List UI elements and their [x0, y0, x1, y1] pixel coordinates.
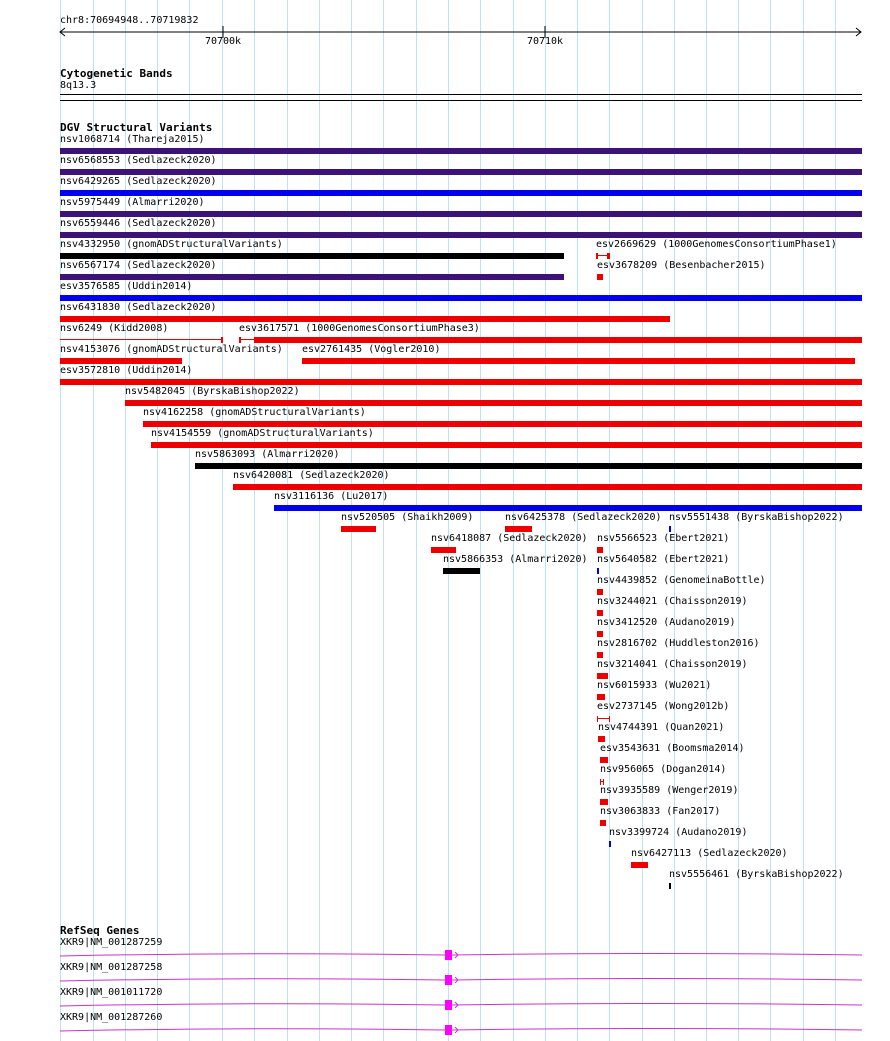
- ruler-axis[interactable]: [0, 0, 890, 50]
- sv-bar[interactable]: [60, 379, 862, 385]
- ruler-tick-label: 70700k: [204, 36, 242, 47]
- sv-bar[interactable]: [239, 337, 862, 343]
- sv-bar[interactable]: [195, 463, 862, 469]
- gene-intron-line: [60, 954, 862, 957]
- refseq-title: RefSeq Genes: [60, 924, 140, 937]
- sv-bar[interactable]: [60, 148, 862, 154]
- sv-label[interactable]: esv3678209 (Besenbacher2015): [597, 260, 766, 271]
- gene-label[interactable]: XKR9|NM_001287259: [60, 937, 163, 948]
- sv-bar[interactable]: [60, 253, 564, 259]
- sv-bar[interactable]: [151, 442, 862, 448]
- sv-bar-block: [596, 253, 598, 259]
- sv-bar[interactable]: [302, 358, 855, 364]
- sv-bar[interactable]: [505, 526, 532, 532]
- sv-label[interactable]: nsv3412520 (Audano2019): [597, 617, 736, 628]
- sv-bar[interactable]: [597, 547, 603, 553]
- sv-label[interactable]: nsv956065 (Dogan2014): [600, 764, 727, 775]
- ruler-location: chr8:70694948..70719832: [60, 15, 199, 26]
- sv-label[interactable]: nsv6418087 (Sedlazeck2020): [431, 533, 588, 544]
- sv-label[interactable]: nsv6567174 (Sedlazeck2020): [60, 260, 217, 271]
- grid-line: [254, 0, 255, 1041]
- sv-label[interactable]: nsv4153076 (gnomADStructuralVariants): [60, 344, 283, 355]
- sv-label[interactable]: esv3543631 (Boomsma2014): [600, 743, 745, 754]
- ruler-tick-label: 70710k: [526, 36, 564, 47]
- sv-label[interactable]: nsv4162258 (gnomADStructuralVariants): [143, 407, 366, 418]
- gene-intron-line: [60, 1029, 862, 1032]
- sv-bar[interactable]: [597, 610, 603, 616]
- sv-label[interactable]: esv2669629 (1000GenomesConsortiumPhase1): [596, 239, 837, 250]
- gene-model[interactable]: [0, 998, 890, 1012]
- sv-bar[interactable]: [598, 736, 605, 742]
- sv-bar[interactable]: [233, 484, 862, 490]
- sv-bar-mid: [598, 718, 609, 719]
- sv-bar[interactable]: [60, 190, 862, 196]
- sv-bar[interactable]: [143, 421, 862, 427]
- sv-bar[interactable]: [600, 799, 608, 805]
- gene-model[interactable]: [0, 973, 890, 987]
- sv-label[interactable]: nsv3244021 (Chaisson2019): [597, 596, 748, 607]
- sv-label[interactable]: nsv3935589 (Wenger2019): [600, 785, 739, 796]
- cytoband-bar-bottom: [60, 100, 862, 101]
- sv-bar[interactable]: [600, 757, 608, 763]
- gene-label[interactable]: XKR9|NM_001287258: [60, 962, 163, 973]
- sv-label[interactable]: nsv5482045 (ByrskaBishop2022): [125, 386, 300, 397]
- sv-label[interactable]: nsv5566523 (Ebert2021): [597, 533, 730, 544]
- sv-bar[interactable]: [60, 211, 862, 217]
- sv-label[interactable]: nsv6425378 (Sedlazeck2020): [505, 512, 662, 523]
- sv-bar[interactable]: [60, 358, 182, 364]
- grid-line: [287, 0, 288, 1041]
- sv-label[interactable]: nsv5866353 (Almarri2020): [443, 554, 588, 565]
- sv-label[interactable]: nsv6559446 (Sedlazeck2020): [60, 218, 217, 229]
- sv-bar[interactable]: [597, 274, 603, 280]
- sv-bar[interactable]: [600, 820, 606, 826]
- sv-label[interactable]: nsv5556461 (ByrskaBishop2022): [669, 869, 844, 880]
- sv-label[interactable]: esv3572810 (Uddin2014): [60, 365, 193, 376]
- sv-bar[interactable]: [60, 169, 862, 175]
- sv-label[interactable]: nsv6249 (Kidd2008): [60, 323, 169, 334]
- sv-bar[interactable]: [669, 883, 671, 889]
- sv-bar[interactable]: [597, 673, 608, 679]
- grid-line: [319, 0, 320, 1041]
- sv-bar-block: [607, 253, 610, 259]
- sv-bar[interactable]: [596, 253, 610, 259]
- sv-label[interactable]: nsv5551438 (ByrskaBishop2022): [669, 512, 844, 523]
- grid-line: [480, 0, 481, 1041]
- sv-label[interactable]: nsv3063833 (Fan2017): [600, 806, 721, 817]
- sv-label[interactable]: nsv5863093 (Almarri2020): [195, 449, 340, 460]
- sv-bar[interactable]: [597, 631, 603, 637]
- sv-bar[interactable]: [443, 568, 480, 574]
- cytoband-title: Cytogenetic Bands: [60, 67, 173, 80]
- sv-label[interactable]: nsv6427113 (Sedlazeck2020): [631, 848, 788, 859]
- sv-bar[interactable]: [597, 694, 605, 700]
- sv-bar-block: [254, 337, 862, 343]
- gene-exon: [445, 1025, 452, 1035]
- sv-bar[interactable]: [341, 526, 376, 532]
- sv-bar[interactable]: [125, 400, 862, 406]
- gene-exon: [445, 975, 452, 985]
- cytoband-bar-top: [60, 94, 862, 95]
- sv-bar[interactable]: [60, 339, 223, 340]
- sv-label[interactable]: nsv1068714 (Thareja2015): [60, 134, 205, 145]
- sv-label[interactable]: nsv3116136 (Lu2017): [274, 491, 389, 502]
- sv-bar[interactable]: [60, 274, 564, 280]
- sv-bar[interactable]: [597, 652, 603, 658]
- sv-label[interactable]: nsv6568553 (Sedlazeck2020): [60, 155, 217, 166]
- sv-label[interactable]: nsv2816702 (Huddleston2016): [597, 638, 760, 649]
- sv-bar-mid: [601, 781, 603, 782]
- ruler-ticks: [205, 26, 563, 47]
- sv-label[interactable]: nsv5975449 (Almarri2020): [60, 197, 205, 208]
- sv-bar[interactable]: [669, 526, 671, 532]
- gene-intron-line: [60, 979, 862, 982]
- dgv-title: DGV Structural Variants: [60, 121, 213, 134]
- sv-bar[interactable]: [274, 505, 862, 511]
- sv-label[interactable]: esv3617571 (1000GenomesConsortiumPhase3): [239, 323, 480, 334]
- gene-label[interactable]: XKR9|NM_001011720: [60, 987, 163, 998]
- gene-model[interactable]: [0, 1023, 890, 1037]
- gene-exon: [445, 950, 452, 960]
- sv-bar[interactable]: [597, 589, 603, 595]
- sv-bar[interactable]: [60, 295, 862, 301]
- gene-label[interactable]: XKR9|NM_001287260: [60, 1012, 163, 1023]
- sv-bar[interactable]: [60, 316, 670, 322]
- sv-label[interactable]: nsv3214041 (Chaisson2019): [597, 659, 748, 670]
- gene-model[interactable]: [0, 948, 890, 962]
- sv-label[interactable]: nsv5640582 (Ebert2021): [597, 554, 730, 565]
- sv-bar-block: [239, 337, 241, 343]
- sv-label[interactable]: nsv6431830 (Sedlazeck2020): [60, 302, 217, 313]
- sv-label[interactable]: esv2737145 (Wong2012b): [597, 701, 730, 712]
- sv-bar[interactable]: [60, 232, 862, 238]
- cytoband-label[interactable]: 8q13.3: [60, 80, 97, 91]
- sv-label[interactable]: esv2761435 (Vogler2010): [302, 344, 441, 355]
- gene-intron-line: [60, 1004, 862, 1007]
- sv-label[interactable]: nsv4744391 (Quan2021): [598, 722, 725, 733]
- sv-label[interactable]: nsv6015933 (Wu2021): [597, 680, 712, 691]
- sv-label[interactable]: nsv6420081 (Sedlazeck2020): [233, 470, 390, 481]
- sv-label[interactable]: nsv4332950 (gnomADStructuralVariants): [60, 239, 283, 250]
- sv-bar[interactable]: [609, 841, 611, 847]
- sv-label[interactable]: nsv4154559 (gnomADStructuralVariants): [151, 428, 374, 439]
- sv-label[interactable]: nsv3399724 (Audano2019): [609, 827, 748, 838]
- sv-bar[interactable]: [431, 547, 456, 553]
- grid-line: [222, 0, 223, 1041]
- sv-bar-end: [221, 337, 223, 343]
- sv-bar[interactable]: [631, 862, 648, 868]
- sv-bar[interactable]: [597, 568, 599, 574]
- sv-label[interactable]: nsv6429265 (Sedlazeck2020): [60, 176, 217, 187]
- sv-label[interactable]: nsv4439852 (GenomeinaBottle): [597, 575, 766, 586]
- sv-label[interactable]: esv3576585 (Uddin2014): [60, 281, 193, 292]
- sv-label[interactable]: nsv520505 (Shaikh2009): [341, 512, 474, 523]
- gene-exon: [445, 1000, 452, 1010]
